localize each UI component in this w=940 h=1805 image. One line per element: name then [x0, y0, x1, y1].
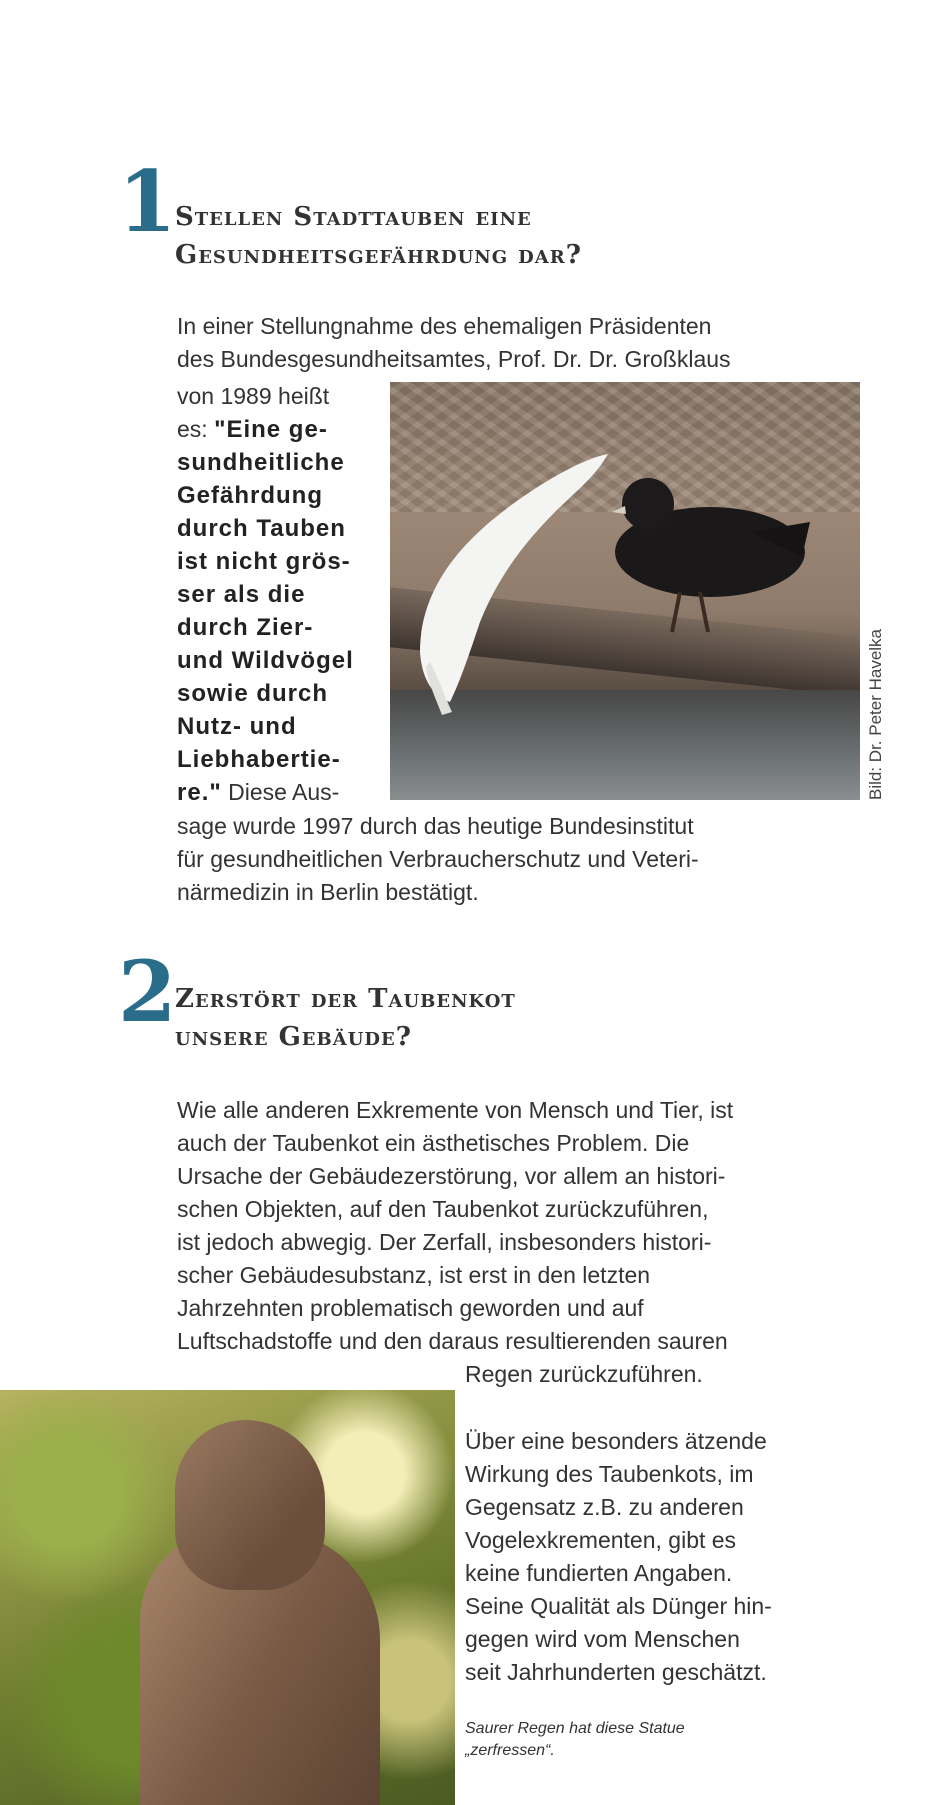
text-line: [177, 413, 377, 446]
text-line: von 1989 heißt: [177, 383, 330, 409]
quote-line: sundheitliche: [177, 449, 345, 476]
statue-photo: [0, 1390, 455, 1805]
section-2-heading-line-1: Zerstört der Taubenkot: [175, 984, 516, 1014]
section-1-heading-line-2: Gesundheitsgefährdung dar?: [175, 240, 582, 270]
section-2-heading: [175, 980, 516, 1056]
text-line: Ursache der Gebäudezerstörung, vor allem an histori-: [177, 1163, 726, 1189]
text-line: Seine Qualität als Dünger hin-: [465, 1593, 772, 1619]
section-2-paragraph-2: [465, 1425, 855, 1689]
photo-credit: Bild: Dr. Peter Havelka: [866, 628, 885, 800]
quote-line: ser als die: [177, 581, 306, 608]
text-line: seit Jahrhunderten geschätzt.: [465, 1659, 767, 1685]
section-1-intro: [177, 310, 857, 376]
quote-continuation: Diese Aus-: [221, 779, 340, 805]
text-line: gegen wird vom Menschen: [465, 1626, 740, 1652]
text-line: Vogelexkrementen, gibt es: [465, 1527, 737, 1553]
text-line: Regen zurückzuführen.: [465, 1361, 703, 1387]
quote-line: durch Zier-: [177, 614, 314, 641]
quote-line: Nutz- und: [177, 713, 297, 740]
doves-photo: [390, 382, 860, 800]
text-line: [177, 776, 377, 809]
quote-line: sowie durch: [177, 680, 329, 707]
text-line: auch der Taubenkot ein ästhetisches Problem. Die: [177, 1130, 690, 1156]
text-line: keine fundierten Angaben.: [465, 1560, 733, 1586]
quote-text: "Eine ge-: [214, 416, 328, 443]
statue-caption: [465, 1718, 855, 1762]
text-line: Luftschadstoffe und den daraus resultierenden sauren: [177, 1328, 728, 1354]
text-line: für gesundheitlichen Verbraucherschutz und Veteri-: [177, 846, 699, 872]
text-line: des Bundesgesundheitsamtes, Prof. Dr. Dr. Großklaus: [177, 346, 731, 372]
quote-line: ist nicht grös-: [177, 548, 351, 575]
quote-lead: es:: [177, 416, 215, 442]
section-2-paragraph-1: [177, 1094, 857, 1358]
text-line: sage wurde 1997 durch das heutige Bundesinstitut: [177, 813, 694, 839]
text-line: Gegensatz z.B. zu anderen: [465, 1494, 744, 1520]
caption-line: „zerfressen“.: [465, 1742, 555, 1759]
text-line: Über eine besonders ätzende: [465, 1428, 767, 1454]
doves-illustration: [390, 382, 860, 800]
text-line: schen Objekten, auf den Taubenkot zurückzuführen,: [177, 1196, 709, 1222]
text-line: närmedizin in Berlin bestätigt.: [177, 879, 479, 905]
section-2-paragraph-1-last: [465, 1358, 855, 1391]
text-line: Wirkung des Taubenkots, im: [465, 1461, 754, 1487]
quote-line: Gefährdung: [177, 482, 323, 509]
section-1-heading-line-1: Stellen Stadttauben eine: [175, 202, 532, 232]
section-1-number: 1: [118, 152, 177, 251]
section-1-quote-column: [177, 380, 377, 809]
quote-line: und Wildvögel: [177, 647, 354, 674]
text-line: Jahrzehnten problematisch geworden und auf: [177, 1295, 644, 1321]
caption-line: Saurer Regen hat diese Statue: [465, 1720, 685, 1737]
text-line: Wie alle anderen Exkremente von Mensch und Tier, ist: [177, 1097, 734, 1123]
section-1-closing: [177, 810, 857, 909]
section-1-heading: [175, 198, 582, 274]
section-2-number: 2: [118, 942, 177, 1041]
section-2-heading-line-2: unsere Gebäude?: [175, 1022, 412, 1052]
quote-line: durch Tauben: [177, 515, 346, 542]
quote-end: re.": [177, 779, 222, 806]
quote-line: Liebhabertie-: [177, 746, 341, 773]
text-line: ist jedoch abwegig. Der Zerfall, insbesonders histori-: [177, 1229, 712, 1255]
text-line: In einer Stellungnahme des ehemaligen Präsidenten: [177, 313, 712, 339]
text-line: scher Gebäudesubstanz, ist erst in den letzten: [177, 1262, 651, 1288]
